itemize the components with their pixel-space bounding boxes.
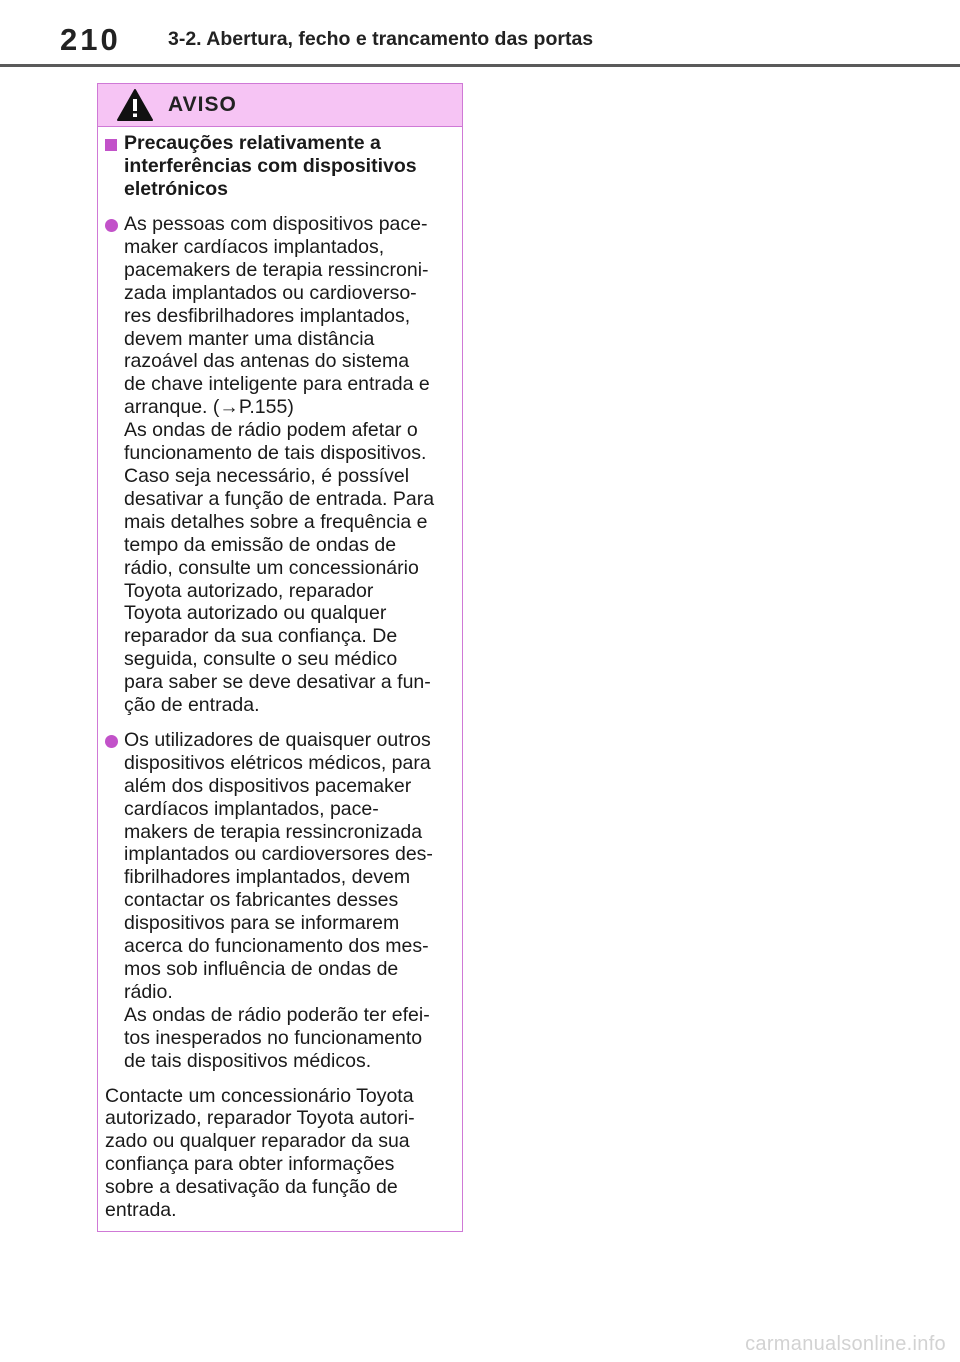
- warning-body: [98, 127, 462, 1222]
- square-bullet-icon: [105, 139, 117, 151]
- circle-bullet-icon: [105, 735, 118, 748]
- warning-header: [98, 84, 462, 127]
- circle-bullet-icon: [105, 219, 118, 232]
- watermark: carmanualsonline.info: [745, 1333, 946, 1355]
- warning-heading: [105, 132, 450, 201]
- section-title: 3-2. Abertura, fecho e trancamento das portas: [168, 28, 594, 50]
- header-divider: [0, 64, 960, 67]
- warning-heading-text: Precauções relativamente a interferências com dispositivos eletrónicos: [124, 132, 417, 200]
- warning-triangle-icon: [116, 88, 154, 122]
- list-item: [105, 213, 450, 717]
- page-number: 210: [60, 22, 121, 57]
- warning-box: [97, 83, 463, 1232]
- list-item-text: Os utilizadores de quaisquer outros dispositivos elétricos médicos, para além dos dispositivos pacemaker cardíacos implantados, pace- makers de terapia ressincronizada implantados ou cardioversores des- fibrilhadores implantados, devem contactar os fabricantes desses dispositivos para se informarem acerca do funcionamento dos mes- mos sob influência de ondas de rádio. As ondas de rádio poderão ter efei- tos inesperados no funcionamento de tais dispositivos médicos.: [124, 728, 433, 1072]
- list-item: [105, 729, 450, 1073]
- warning-title: AVISO: [168, 93, 237, 116]
- closing-paragraph: Contacte um concessionário Toyota autorizado, reparador Toyota autori- zado ou qualquer reparador da sua confiança para obter informações sobre a desativação da função de entrada.: [105, 1084, 415, 1222]
- list-item-text: As pessoas com dispositivos pace- maker cardíacos implantados, pacemakers de terapia ressincroni- zada implantados ou cardioverso- res desfibrilhadores implantados, devem manter uma distância razoável das antenas do sistema de chave inteligente para entrada e arranque. (→P.155) As ondas de rádio podem afetar o funcionamento de tais dispositivos. Caso seja necessário, é possível desativar a função de entrada. Para mais detalhes sobre a frequência e tempo da emissão de ondas de rádio, consulte um concessionário Toyota autorizado, reparador Toyota autorizado ou qualquer reparador da sua confiança. De seguida, consulte o seu médico para saber se deve desativar a fun- ção de entrada.: [124, 213, 435, 717]
